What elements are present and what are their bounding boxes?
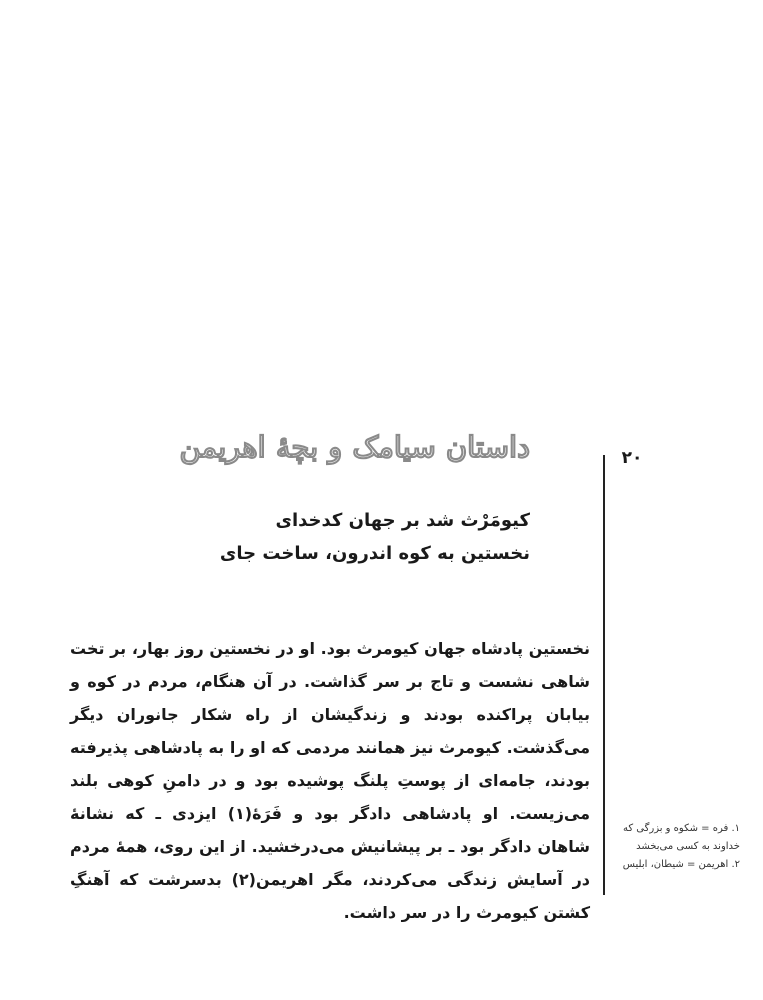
page-number: ۲۰ [621,448,643,468]
verse-line-2: نخستین به کوه اندرون، ساخت جای [219,543,530,564]
chapter-title: داستان سیامک و بچهٔ اهریمن [179,430,530,464]
margin-divider [603,455,605,895]
prose-paragraph: نخستین پادشاه جهان کیومرث بود. او در نخستین روز بهار، بر تخت شاهی نشست و تاج بر سر گذاشت. در آن هنگام، مردم در کوه و بیابان پراکنده بودند و زندگیشان از راه شکار جانوران دیگر می‌گذشت. کیومرث نیز همانند مردمی که او را به پادشاهی پذیرفته بودند، جامه‌ای از پوستِ پلنگ پوشیده بود و در دامنِ کوهی بلند می‌زیست. او پادشاهی دادگر بود و فَرَهٔ(۱) ایزدی ـ که نشانهٔ شاهان دادگر بود ـ بر پیشانیش می‌درخشید. از این روی، همهٔ مردم در آسایش زندگی می‌کردند، مگر اهریمن(۲) بدسرشت که آهنگِ کشتن کیومرث را در سر داشت. [70,639,591,922]
footnote-1: ۱. فره = شکوه و بزرگی که خداوند به کسی می‌بخشد [622,823,740,852]
verse-line-1: کیومَرْث شد بر جهان کدخدای [275,510,530,531]
footnote-2: ۲. اهریمن = شیطان، ابلیس [622,859,740,870]
footnotes [608,820,740,874]
